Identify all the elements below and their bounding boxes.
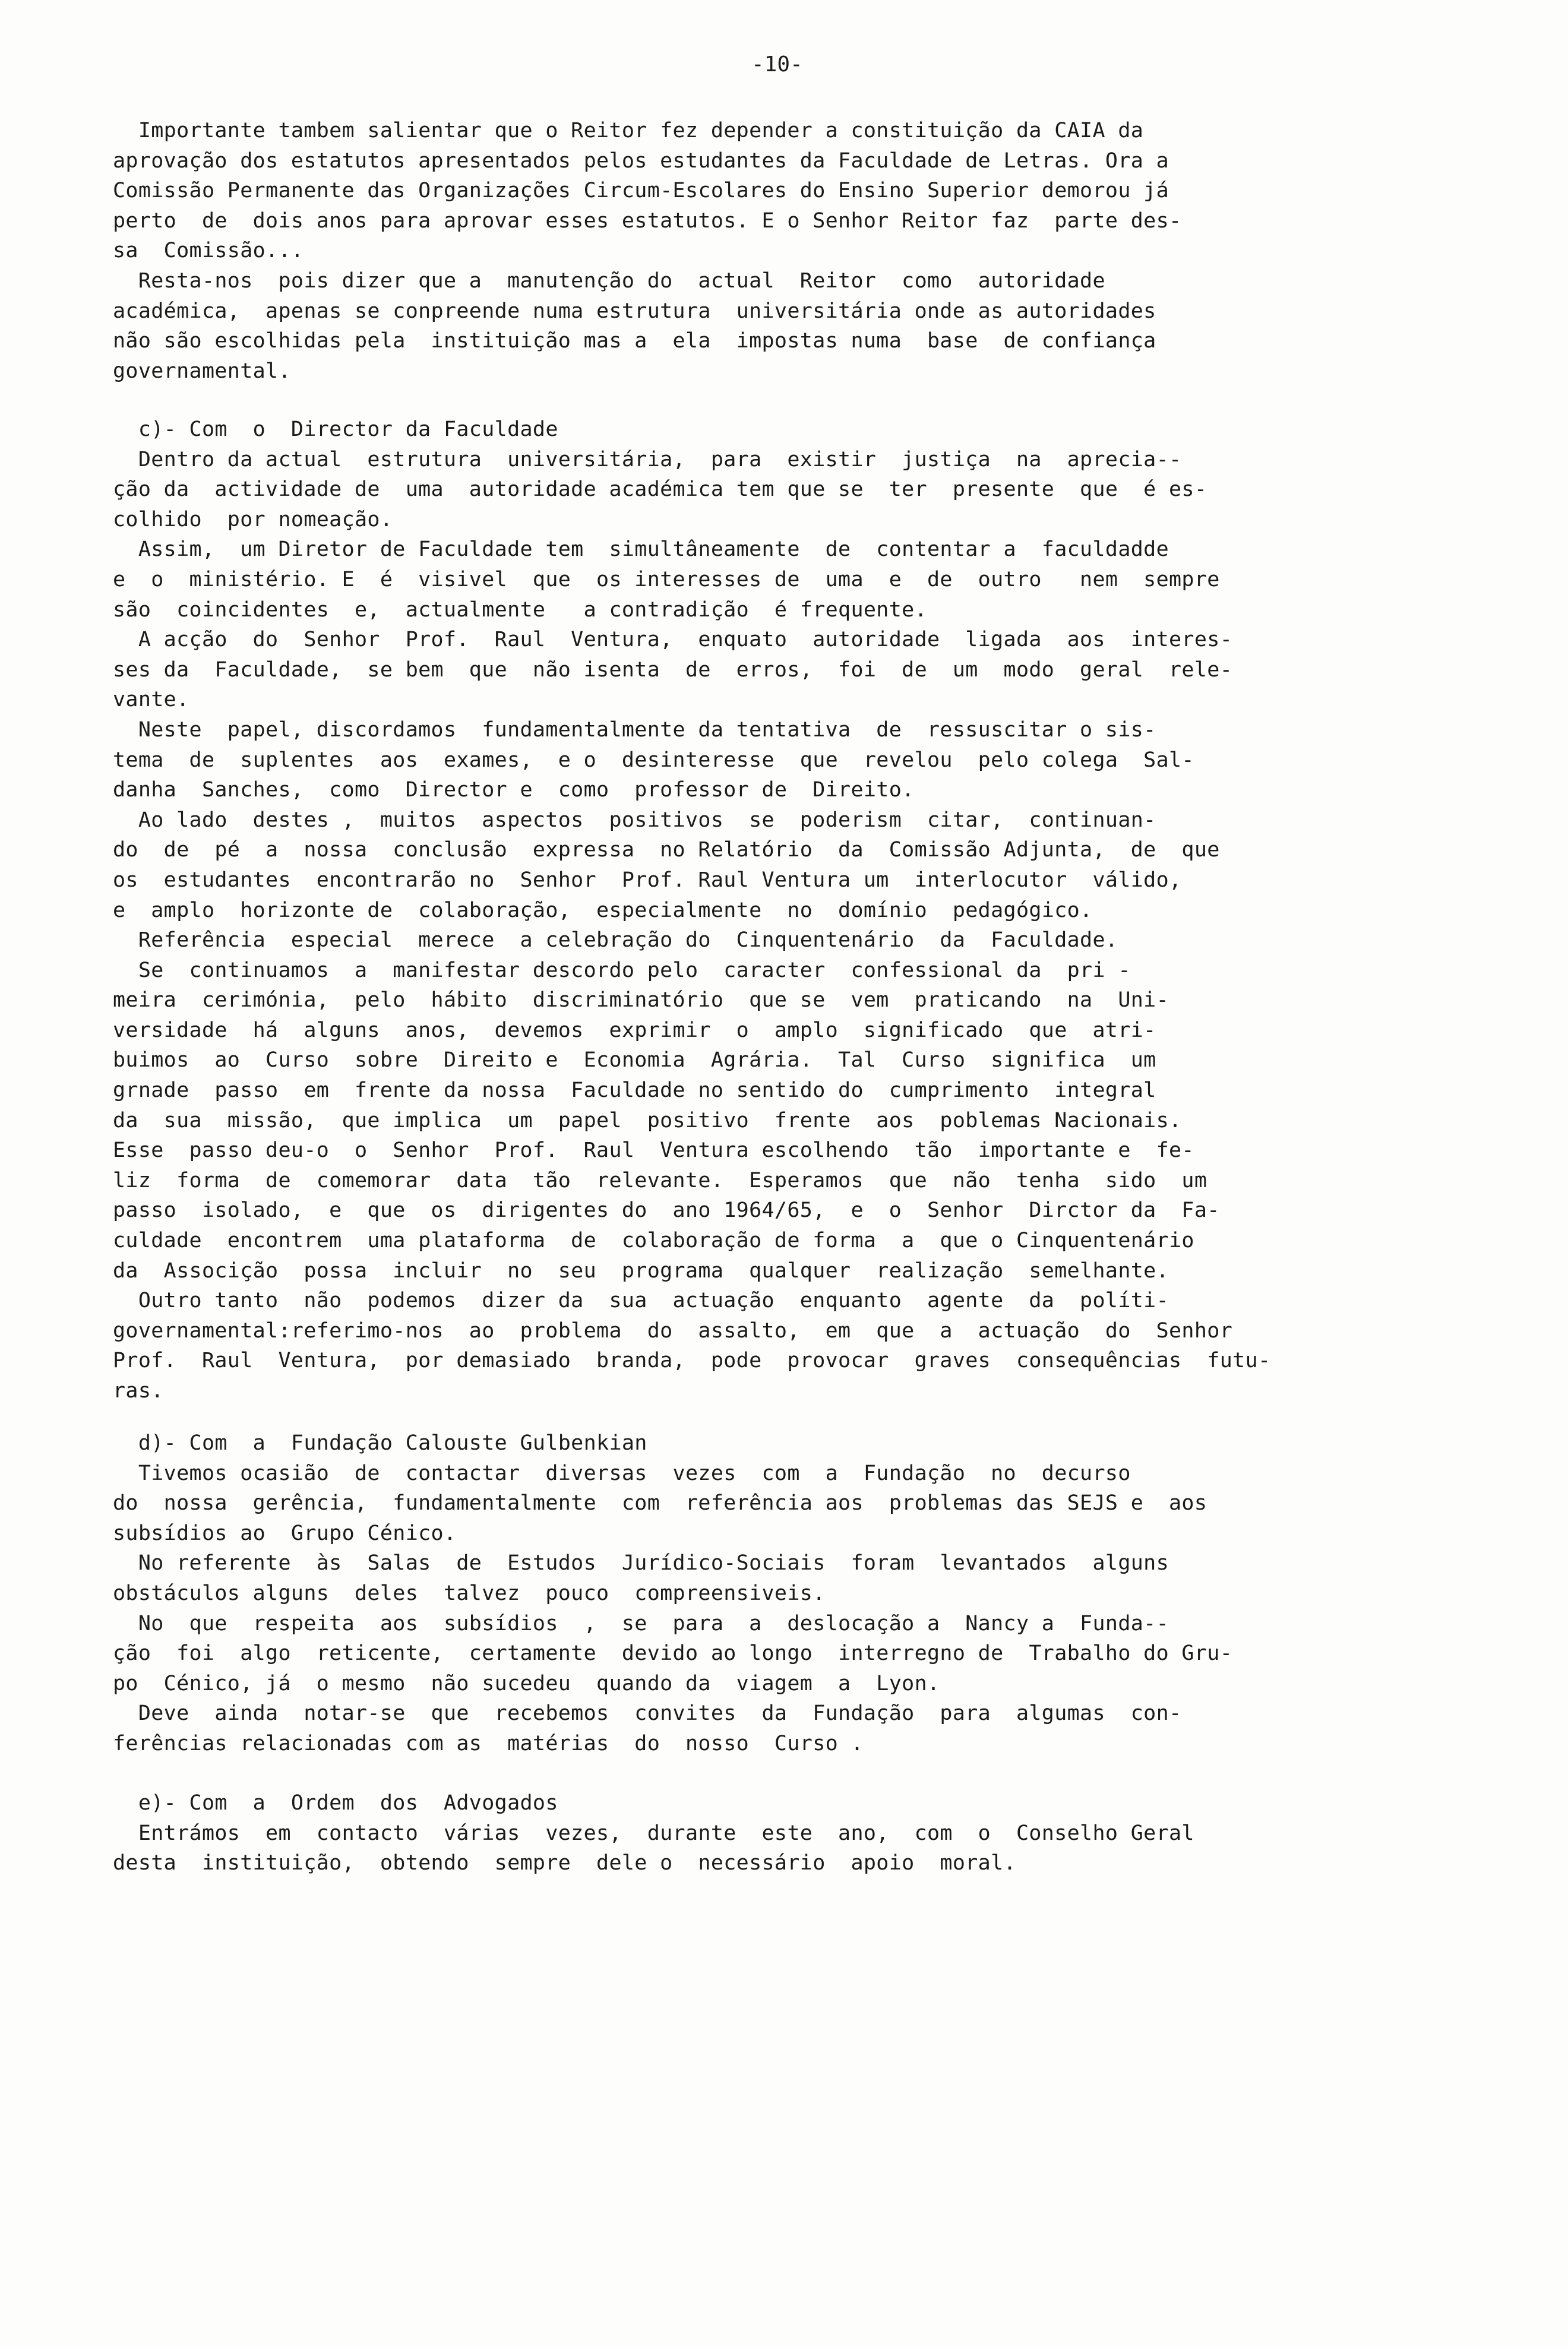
text-line: e)- Com a Ordem dos Advogados <box>113 1791 558 1815</box>
text-line: colhido por nomeação. <box>113 507 393 532</box>
text-line: obstáculos alguns deles talvez pouco compreensiveis. <box>113 1581 826 1605</box>
text-line: buimos ao Curso sobre Direito e Economia Agrária. Tal Curso significa um <box>113 1048 1156 1073</box>
text-line: A acção do Senhor Prof. Raul Ventura, enquato autoridade ligada aos interes- <box>113 628 1233 652</box>
text-line: Neste papel, discordamos fundamentalmente da tentativa de ressuscitar o sis- <box>113 717 1156 742</box>
text-line: Importante tambem salientar que o Reitor fez depender a constituição da CAIA da <box>113 119 1144 143</box>
text-line: aprovação dos estatutos apresentados pelos estudantes da Faculdade de Letras. Ora a <box>113 148 1169 173</box>
text-line: ção foi algo reticente, certamente devido ao longo interregno de Trabalho do Gru- <box>113 1641 1233 1666</box>
text-line: Dentro da actual estrutura universitária, para existir justiça na apreciа-- <box>113 447 1182 472</box>
text-line: e o ministério. E é visivel que os interesses de uma e de outro nem sempre <box>113 567 1220 592</box>
text-line: tema de suplentes aos exames, e o desinteresse que revelou pelo colega Sal- <box>113 748 1194 772</box>
text-line: Outro tanto não podemos dizer da sua actuação enquanto agente da políti- <box>113 1289 1169 1313</box>
text-line: Deve ainda notar-se que recebemos convites da Fundação para algumas con- <box>113 1701 1182 1726</box>
text-line: Se continuamos a manifestar descordo pelo caracter confessional da pri - <box>113 958 1131 982</box>
text-line: Prof. Raul Ventura, por demasiado branda, pode provocar graves consequências futu- <box>113 1349 1271 1373</box>
text-line: governamental:referimo-nos ao problema do assalto, em que a actuação do Senhor <box>113 1318 1233 1343</box>
text-line: governamental. <box>113 359 291 383</box>
text-line: meira cerimónia, pelo hábito discriminatório que se vem praticando na Uni- <box>113 988 1169 1013</box>
text-line: subsídios ao Grupo Cénico. <box>113 1521 457 1545</box>
text-line: e amplo horizonte de colaboração, especialmente no domínio pedagógico. <box>113 898 1093 922</box>
text-line: No referente às Salas de Estudos Jurídico-Sociais foram levantados alguns <box>113 1551 1169 1576</box>
text-line: Resta-nos pois dizer que a manutenção do actual Reitor como autoridade <box>113 268 1105 293</box>
text-line: No que respeita aos subsídios , se para a deslocação a Nancy a Funda-- <box>113 1611 1169 1636</box>
text-line: do nossa gerência, fundamentalmente com referência aos problemas das SEJS e aos <box>113 1491 1207 1516</box>
text-line: grnade passo em frente da nossa Faculdade no sentido do cumprimento integral <box>113 1078 1156 1103</box>
text-line: Entrámos em contacto várias vezes, durante este ano, com o Conselho Geral <box>113 1821 1194 1845</box>
text-line: da sua missão, que implica um papel positivo frente aos poblemas Nacionais. <box>113 1108 1182 1133</box>
text-line: não são escolhidas pela instituição mas a ela impostas numa base de confiança <box>113 329 1156 353</box>
text-line: po Cénico, já o mesmo não sucedeu quando da viagem a Lyon. <box>113 1671 940 1696</box>
text-line: d)- Com a Fundação Calouste Gulbenkian <box>113 1431 647 1455</box>
text-line: culdade encontrem uma plataforma de colaboração de forma a que o Cinquentenário <box>113 1229 1194 1253</box>
page-number: -10- <box>751 52 803 77</box>
text-line: da Associção possa incluir no seu programa qualquer realização semelhante. <box>113 1258 1169 1283</box>
text-line: os estudantes encontrarão no Senhor Prof. Raul Ventura um interlocutor válido, <box>113 868 1182 892</box>
section-b-tail <box>113 116 1408 386</box>
text-line: Tivemos ocasião de contactar diversas vezes com a Fundação no decurso <box>113 1461 1131 1485</box>
text-line: perto de dois anos para aprovar esses estatutos. E o Senhor Reitor faz parte des- <box>113 208 1182 233</box>
text-line: académica, apenas se conpreende numa estrutura universitária onde as autoridades <box>113 299 1156 323</box>
section-c-director-faculdade <box>113 415 1408 1406</box>
text-line: versidade há alguns anos, devemos exprimir o amplo significado que atri- <box>113 1018 1156 1042</box>
text-line: sa Comissão... <box>113 239 304 263</box>
text-line: Assim, um Diretor de Faculdade tem simultâneamente de contentar a faculdadde <box>113 537 1169 562</box>
section-e-ordem-advogados <box>113 1788 1408 1878</box>
text-line: são coincidentes e, actualmente a contradição é frequente. <box>113 597 927 622</box>
text-line: do de pé a nossa conclusão expressa no Relatório da Comissão Adjunta, de que <box>113 838 1220 862</box>
text-line: Ao lado destes , muitos aspectos positivos se poderism citar, continuan- <box>113 808 1156 832</box>
text-line: Comissão Permanente das Organizações Circum-Escolares do Ensino Superior demorou já <box>113 179 1169 203</box>
text-line: vante. <box>113 688 189 712</box>
text-line: Referência especial merece a celebração do Cinquentenário da Faculdade. <box>113 928 1118 953</box>
text-line: ferências relacionadas com as matérias do nosso Curso . <box>113 1731 864 1755</box>
section-d-fundacao-gulbenkian <box>113 1428 1408 1759</box>
text-line: liz forma de comemorar data tão relevante. Esperamos que não tenha sido um <box>113 1168 1207 1193</box>
text-line: ção da actividade de uma autoridade académica tem que se ter presente que é es- <box>113 477 1207 502</box>
text-line: danha Sanches, como Director e como professor de Direito. <box>113 778 915 802</box>
text-line: passo isolado, e que os dirigentes do ano 1964/65, e o Senhor Dirctor da Fa- <box>113 1198 1220 1223</box>
text-line: desta instituição, obtendo sempre dele o necessário apoio moral. <box>113 1851 1016 1875</box>
text-line: ras. <box>113 1379 164 1403</box>
text-line: ses da Faculdade, se bem que não isenta de erros, foi de um modo geral rele- <box>113 657 1233 682</box>
text-line: c)- Com o Director da Faculdade <box>113 417 558 441</box>
text-line: Esse passo deu-o o Senhor Prof. Raul Ventura escolhendo tão importante e fe- <box>113 1138 1194 1163</box>
